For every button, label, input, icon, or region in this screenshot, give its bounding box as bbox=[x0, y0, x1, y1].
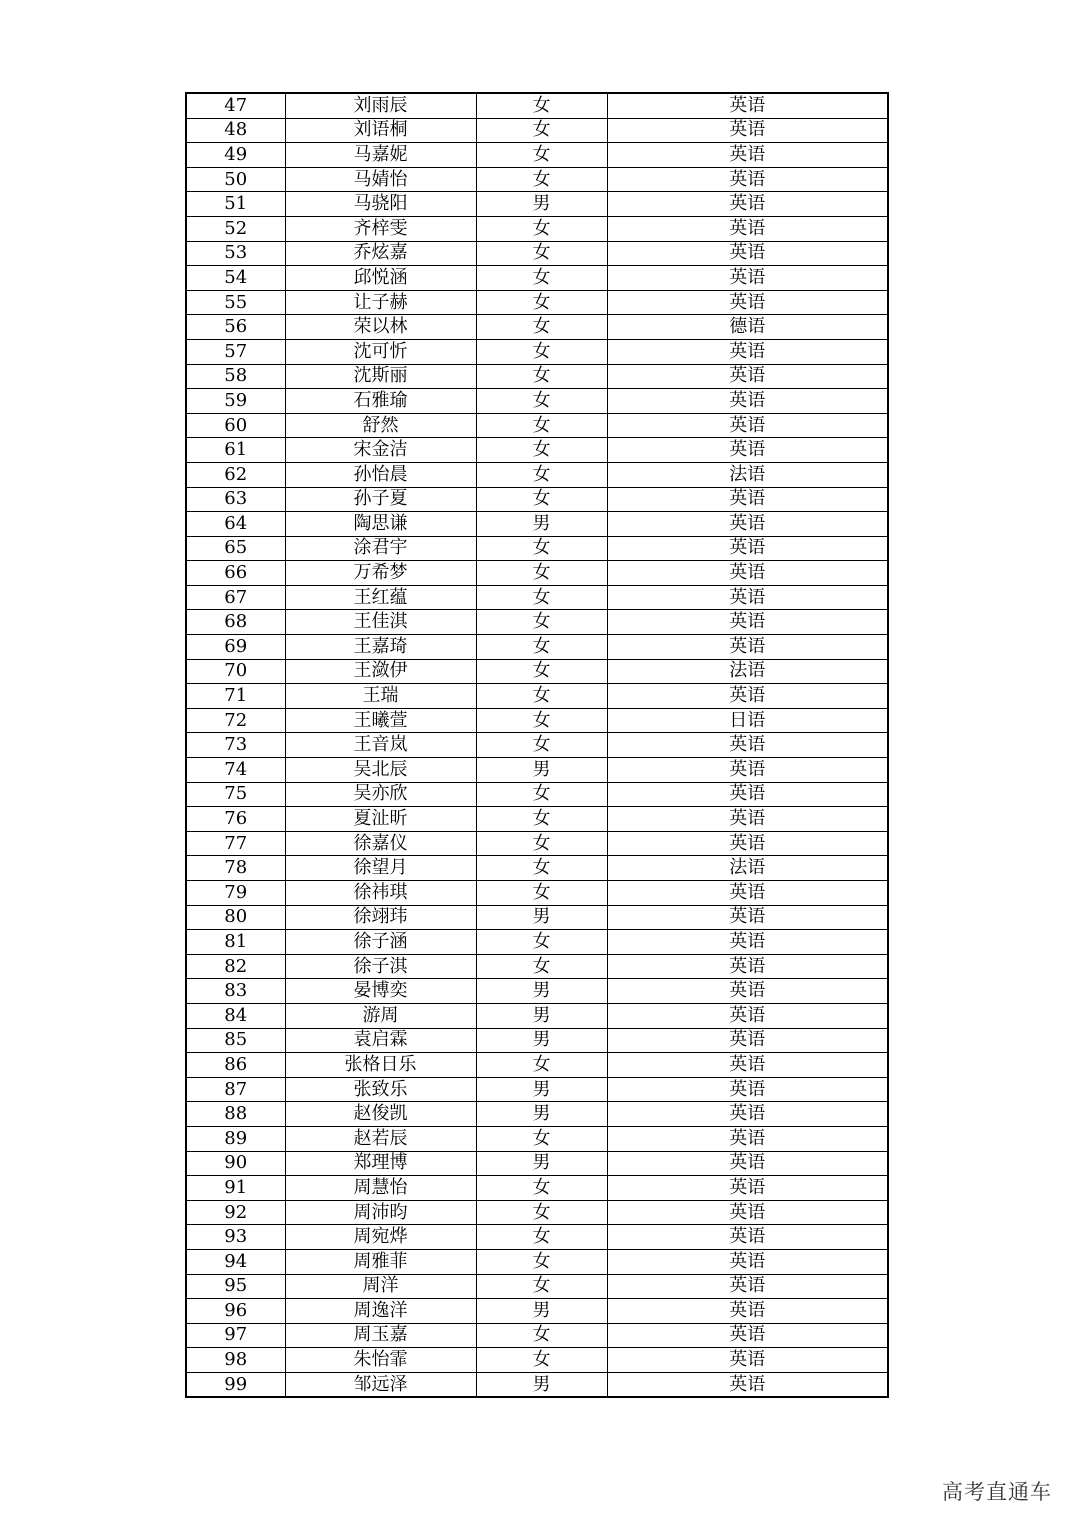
table-row bbox=[186, 1200, 888, 1225]
cell-language: 英语 bbox=[607, 1003, 888, 1028]
cell-name: 王瑞 bbox=[285, 684, 476, 709]
roster-table-body bbox=[186, 93, 888, 1397]
cell-gender: 男 bbox=[476, 979, 607, 1004]
cell-language: 英语 bbox=[607, 118, 888, 143]
table-row bbox=[186, 1176, 888, 1201]
cell-gender: 女 bbox=[476, 462, 607, 487]
cell-language: 英语 bbox=[607, 1200, 888, 1225]
cell-gender: 女 bbox=[476, 807, 607, 832]
table-row bbox=[186, 1126, 888, 1151]
table-row bbox=[186, 192, 888, 217]
cell-language: 英语 bbox=[607, 1274, 888, 1299]
cell-language: 英语 bbox=[607, 290, 888, 315]
cell-language: 英语 bbox=[607, 1053, 888, 1078]
cell-name: 宋金洁 bbox=[285, 438, 476, 463]
cell-name: 周逸洋 bbox=[285, 1299, 476, 1324]
cell-name: 乔炫嘉 bbox=[285, 241, 476, 266]
table-row bbox=[186, 512, 888, 537]
cell-name: 王曦萱 bbox=[285, 708, 476, 733]
cell-gender: 女 bbox=[476, 93, 607, 118]
cell-language: 英语 bbox=[607, 93, 888, 118]
roster-table bbox=[185, 92, 889, 1398]
cell-language: 英语 bbox=[607, 561, 888, 586]
cell-language: 英语 bbox=[607, 512, 888, 537]
cell-gender: 女 bbox=[476, 561, 607, 586]
cell-name: 马婧怡 bbox=[285, 167, 476, 192]
cell-number: 67 bbox=[186, 585, 285, 610]
cell-gender: 女 bbox=[476, 1053, 607, 1078]
cell-language: 英语 bbox=[607, 1225, 888, 1250]
cell-language: 法语 bbox=[607, 856, 888, 881]
cell-name: 涂君宇 bbox=[285, 536, 476, 561]
table-row bbox=[186, 364, 888, 389]
cell-number: 82 bbox=[186, 954, 285, 979]
cell-number: 49 bbox=[186, 143, 285, 168]
table-row bbox=[186, 241, 888, 266]
cell-number: 76 bbox=[186, 807, 285, 832]
cell-language: 英语 bbox=[607, 1372, 888, 1397]
table-row bbox=[186, 733, 888, 758]
cell-name: 朱怡霏 bbox=[285, 1348, 476, 1373]
cell-number: 93 bbox=[186, 1225, 285, 1250]
table-row bbox=[186, 1323, 888, 1348]
cell-number: 69 bbox=[186, 635, 285, 660]
cell-language: 英语 bbox=[607, 733, 888, 758]
cell-number: 77 bbox=[186, 831, 285, 856]
table-row bbox=[186, 930, 888, 955]
cell-name: 吴亦欣 bbox=[285, 782, 476, 807]
table-row bbox=[186, 536, 888, 561]
cell-name: 徐子淇 bbox=[285, 954, 476, 979]
table-row bbox=[186, 561, 888, 586]
cell-language: 英语 bbox=[607, 758, 888, 783]
watermark: 高考直通车 bbox=[942, 1480, 1052, 1504]
cell-name: 晏博奕 bbox=[285, 979, 476, 1004]
cell-gender: 女 bbox=[476, 315, 607, 340]
cell-language: 英语 bbox=[607, 831, 888, 856]
cell-number: 92 bbox=[186, 1200, 285, 1225]
cell-number: 85 bbox=[186, 1028, 285, 1053]
cell-gender: 女 bbox=[476, 364, 607, 389]
cell-gender: 女 bbox=[476, 610, 607, 635]
cell-gender: 女 bbox=[476, 856, 607, 881]
cell-gender: 女 bbox=[476, 659, 607, 684]
table-row bbox=[186, 1372, 888, 1397]
cell-number: 84 bbox=[186, 1003, 285, 1028]
cell-gender: 女 bbox=[476, 143, 607, 168]
cell-language: 英语 bbox=[607, 905, 888, 930]
table-row bbox=[186, 881, 888, 906]
cell-language: 英语 bbox=[607, 364, 888, 389]
cell-gender: 女 bbox=[476, 290, 607, 315]
cell-number: 57 bbox=[186, 339, 285, 364]
cell-name: 周宛烨 bbox=[285, 1225, 476, 1250]
cell-name: 周慧怡 bbox=[285, 1176, 476, 1201]
cell-name: 马嘉妮 bbox=[285, 143, 476, 168]
table-row bbox=[186, 266, 888, 291]
cell-name: 孙怡晨 bbox=[285, 462, 476, 487]
cell-language: 英语 bbox=[607, 610, 888, 635]
cell-name: 游周 bbox=[285, 1003, 476, 1028]
cell-name: 马骁阳 bbox=[285, 192, 476, 217]
cell-gender: 女 bbox=[476, 1348, 607, 1373]
table-row bbox=[186, 462, 888, 487]
cell-name: 徐嘉仪 bbox=[285, 831, 476, 856]
table-row bbox=[186, 93, 888, 118]
cell-gender: 女 bbox=[476, 635, 607, 660]
cell-language: 英语 bbox=[607, 1176, 888, 1201]
table-row bbox=[186, 831, 888, 856]
cell-name: 万希梦 bbox=[285, 561, 476, 586]
cell-number: 71 bbox=[186, 684, 285, 709]
table-row bbox=[186, 118, 888, 143]
cell-gender: 女 bbox=[476, 118, 607, 143]
cell-language: 英语 bbox=[607, 1151, 888, 1176]
table-row bbox=[186, 1225, 888, 1250]
cell-number: 53 bbox=[186, 241, 285, 266]
cell-gender: 女 bbox=[476, 413, 607, 438]
table-row bbox=[186, 782, 888, 807]
cell-gender: 女 bbox=[476, 487, 607, 512]
cell-number: 98 bbox=[186, 1348, 285, 1373]
cell-number: 61 bbox=[186, 438, 285, 463]
cell-number: 79 bbox=[186, 881, 285, 906]
table-row bbox=[186, 315, 888, 340]
cell-language: 英语 bbox=[607, 782, 888, 807]
cell-language: 英语 bbox=[607, 585, 888, 610]
cell-gender: 女 bbox=[476, 339, 607, 364]
cell-name: 舒然 bbox=[285, 413, 476, 438]
cell-number: 47 bbox=[186, 93, 285, 118]
cell-number: 73 bbox=[186, 733, 285, 758]
cell-name: 袁启霖 bbox=[285, 1028, 476, 1053]
cell-language: 英语 bbox=[607, 1249, 888, 1274]
table-row bbox=[186, 1249, 888, 1274]
cell-gender: 男 bbox=[476, 1372, 607, 1397]
cell-gender: 女 bbox=[476, 536, 607, 561]
cell-gender: 女 bbox=[476, 708, 607, 733]
table-row bbox=[186, 216, 888, 241]
table-row bbox=[186, 807, 888, 832]
cell-number: 95 bbox=[186, 1274, 285, 1299]
cell-number: 88 bbox=[186, 1102, 285, 1127]
table-row bbox=[186, 1028, 888, 1053]
cell-number: 56 bbox=[186, 315, 285, 340]
cell-name: 周沛昀 bbox=[285, 1200, 476, 1225]
cell-name: 陶思谦 bbox=[285, 512, 476, 537]
table-row bbox=[186, 389, 888, 414]
cell-number: 74 bbox=[186, 758, 285, 783]
cell-name: 荣以林 bbox=[285, 315, 476, 340]
cell-gender: 女 bbox=[476, 266, 607, 291]
cell-name: 徐子涵 bbox=[285, 930, 476, 955]
table-row bbox=[186, 708, 888, 733]
cell-gender: 女 bbox=[476, 1225, 607, 1250]
cell-number: 83 bbox=[186, 979, 285, 1004]
cell-number: 86 bbox=[186, 1053, 285, 1078]
cell-name: 石雅瑜 bbox=[285, 389, 476, 414]
cell-gender: 男 bbox=[476, 512, 607, 537]
cell-number: 89 bbox=[186, 1126, 285, 1151]
cell-language: 英语 bbox=[607, 930, 888, 955]
cell-number: 50 bbox=[186, 167, 285, 192]
table-row bbox=[186, 167, 888, 192]
cell-number: 70 bbox=[186, 659, 285, 684]
table-row bbox=[186, 684, 888, 709]
cell-language: 英语 bbox=[607, 167, 888, 192]
cell-number: 55 bbox=[186, 290, 285, 315]
cell-number: 52 bbox=[186, 216, 285, 241]
cell-gender: 男 bbox=[476, 905, 607, 930]
cell-language: 德语 bbox=[607, 315, 888, 340]
table-row bbox=[186, 905, 888, 930]
cell-number: 51 bbox=[186, 192, 285, 217]
cell-name: 王佳淇 bbox=[285, 610, 476, 635]
cell-number: 60 bbox=[186, 413, 285, 438]
cell-name: 齐梓雯 bbox=[285, 216, 476, 241]
cell-name: 周洋 bbox=[285, 1274, 476, 1299]
cell-name: 夏沚昕 bbox=[285, 807, 476, 832]
cell-number: 90 bbox=[186, 1151, 285, 1176]
cell-name: 王音岚 bbox=[285, 733, 476, 758]
cell-gender: 女 bbox=[476, 831, 607, 856]
cell-name: 刘语桐 bbox=[285, 118, 476, 143]
table-row bbox=[186, 438, 888, 463]
cell-name: 王潋伊 bbox=[285, 659, 476, 684]
table-row bbox=[186, 758, 888, 783]
cell-gender: 女 bbox=[476, 1200, 607, 1225]
cell-gender: 男 bbox=[476, 1003, 607, 1028]
cell-name: 赵若辰 bbox=[285, 1126, 476, 1151]
cell-number: 91 bbox=[186, 1176, 285, 1201]
table-row bbox=[186, 585, 888, 610]
cell-language: 英语 bbox=[607, 241, 888, 266]
cell-gender: 女 bbox=[476, 216, 607, 241]
table-row bbox=[186, 1151, 888, 1176]
cell-name: 张格日乐 bbox=[285, 1053, 476, 1078]
cell-gender: 女 bbox=[476, 1323, 607, 1348]
cell-name: 张致乐 bbox=[285, 1077, 476, 1102]
cell-number: 66 bbox=[186, 561, 285, 586]
cell-name: 刘雨辰 bbox=[285, 93, 476, 118]
cell-number: 63 bbox=[186, 487, 285, 512]
cell-number: 81 bbox=[186, 930, 285, 955]
cell-number: 54 bbox=[186, 266, 285, 291]
cell-language: 英语 bbox=[607, 807, 888, 832]
cell-number: 80 bbox=[186, 905, 285, 930]
table-row bbox=[186, 1053, 888, 1078]
table-row bbox=[186, 1102, 888, 1127]
cell-gender: 男 bbox=[476, 1077, 607, 1102]
cell-gender: 女 bbox=[476, 930, 607, 955]
cell-language: 英语 bbox=[607, 266, 888, 291]
cell-language: 法语 bbox=[607, 462, 888, 487]
cell-name: 邹远泽 bbox=[285, 1372, 476, 1397]
cell-gender: 男 bbox=[476, 1028, 607, 1053]
table-row bbox=[186, 954, 888, 979]
cell-language: 英语 bbox=[607, 979, 888, 1004]
table-row bbox=[186, 635, 888, 660]
cell-number: 96 bbox=[186, 1299, 285, 1324]
cell-language: 英语 bbox=[607, 1348, 888, 1373]
table-row bbox=[186, 413, 888, 438]
cell-language: 英语 bbox=[607, 438, 888, 463]
cell-name: 徐望月 bbox=[285, 856, 476, 881]
cell-gender: 女 bbox=[476, 1176, 607, 1201]
cell-language: 英语 bbox=[607, 487, 888, 512]
cell-language: 英语 bbox=[607, 143, 888, 168]
table-row bbox=[186, 659, 888, 684]
cell-number: 75 bbox=[186, 782, 285, 807]
table-row bbox=[186, 1299, 888, 1324]
cell-gender: 男 bbox=[476, 758, 607, 783]
table-row bbox=[186, 1003, 888, 1028]
cell-name: 沈可忻 bbox=[285, 339, 476, 364]
cell-language: 英语 bbox=[607, 339, 888, 364]
table-row bbox=[186, 290, 888, 315]
cell-gender: 女 bbox=[476, 684, 607, 709]
cell-language: 英语 bbox=[607, 536, 888, 561]
cell-number: 78 bbox=[186, 856, 285, 881]
cell-language: 英语 bbox=[607, 413, 888, 438]
cell-gender: 男 bbox=[476, 1102, 607, 1127]
cell-name: 徐翊玮 bbox=[285, 905, 476, 930]
cell-number: 87 bbox=[186, 1077, 285, 1102]
cell-name: 徐祎琪 bbox=[285, 881, 476, 906]
cell-gender: 男 bbox=[476, 1299, 607, 1324]
cell-gender: 女 bbox=[476, 585, 607, 610]
cell-gender: 女 bbox=[476, 881, 607, 906]
cell-gender: 女 bbox=[476, 954, 607, 979]
cell-gender: 女 bbox=[476, 438, 607, 463]
cell-number: 48 bbox=[186, 118, 285, 143]
cell-number: 99 bbox=[186, 1372, 285, 1397]
cell-language: 英语 bbox=[607, 635, 888, 660]
cell-name: 郑理博 bbox=[285, 1151, 476, 1176]
table-row bbox=[186, 1274, 888, 1299]
cell-language: 英语 bbox=[607, 216, 888, 241]
cell-name: 赵俊凯 bbox=[285, 1102, 476, 1127]
cell-number: 97 bbox=[186, 1323, 285, 1348]
cell-language: 英语 bbox=[607, 1323, 888, 1348]
table-row bbox=[186, 610, 888, 635]
cell-gender: 女 bbox=[476, 1274, 607, 1299]
cell-number: 58 bbox=[186, 364, 285, 389]
table-row bbox=[186, 979, 888, 1004]
cell-language: 英语 bbox=[607, 1028, 888, 1053]
cell-name: 周雅菲 bbox=[285, 1249, 476, 1274]
cell-gender: 女 bbox=[476, 1249, 607, 1274]
cell-number: 72 bbox=[186, 708, 285, 733]
cell-name: 周玉嘉 bbox=[285, 1323, 476, 1348]
cell-number: 59 bbox=[186, 389, 285, 414]
table-row bbox=[186, 1348, 888, 1373]
cell-language: 英语 bbox=[607, 881, 888, 906]
cell-language: 英语 bbox=[607, 192, 888, 217]
cell-gender: 女 bbox=[476, 167, 607, 192]
cell-name: 沈斯丽 bbox=[285, 364, 476, 389]
cell-number: 62 bbox=[186, 462, 285, 487]
cell-name: 王嘉琦 bbox=[285, 635, 476, 660]
cell-language: 英语 bbox=[607, 1299, 888, 1324]
cell-gender: 女 bbox=[476, 782, 607, 807]
cell-name: 孙子夏 bbox=[285, 487, 476, 512]
cell-language: 英语 bbox=[607, 389, 888, 414]
table-row bbox=[186, 1077, 888, 1102]
cell-number: 65 bbox=[186, 536, 285, 561]
cell-gender: 女 bbox=[476, 241, 607, 266]
table-row bbox=[186, 856, 888, 881]
cell-gender: 女 bbox=[476, 389, 607, 414]
cell-number: 94 bbox=[186, 1249, 285, 1274]
cell-gender: 女 bbox=[476, 1126, 607, 1151]
cell-language: 英语 bbox=[607, 954, 888, 979]
cell-language: 日语 bbox=[607, 708, 888, 733]
cell-language: 英语 bbox=[607, 1102, 888, 1127]
cell-language: 英语 bbox=[607, 1126, 888, 1151]
cell-name: 邱悦涵 bbox=[285, 266, 476, 291]
cell-number: 68 bbox=[186, 610, 285, 635]
cell-name: 王红蕴 bbox=[285, 585, 476, 610]
cell-name: 吴北辰 bbox=[285, 758, 476, 783]
cell-name: 让子赫 bbox=[285, 290, 476, 315]
table-row bbox=[186, 487, 888, 512]
cell-gender: 女 bbox=[476, 733, 607, 758]
table-row bbox=[186, 143, 888, 168]
cell-number: 64 bbox=[186, 512, 285, 537]
cell-language: 英语 bbox=[607, 1077, 888, 1102]
cell-gender: 男 bbox=[476, 192, 607, 217]
table-row bbox=[186, 339, 888, 364]
cell-language: 法语 bbox=[607, 659, 888, 684]
cell-language: 英语 bbox=[607, 684, 888, 709]
cell-gender: 男 bbox=[476, 1151, 607, 1176]
